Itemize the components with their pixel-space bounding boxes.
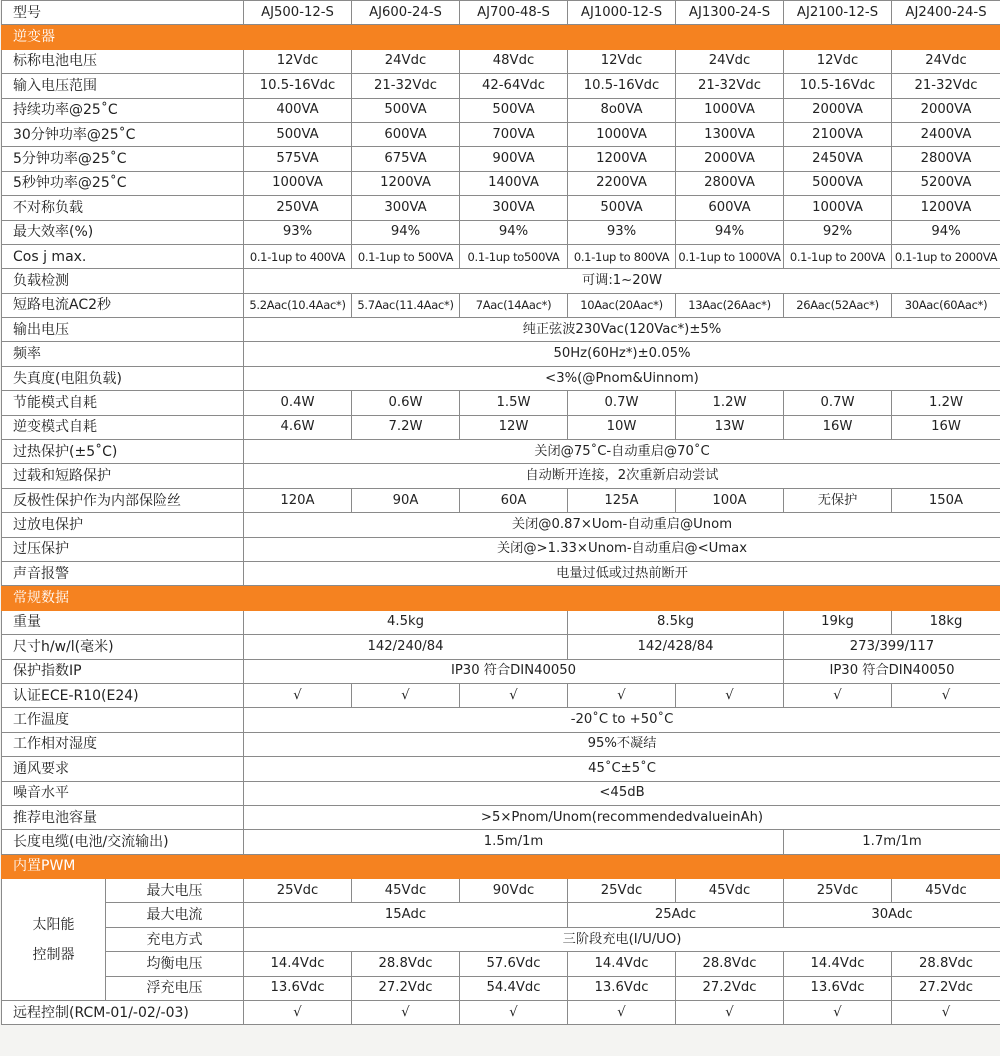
table-cell: 10.5-16Vdc <box>568 74 676 98</box>
table-cell: 42-64Vdc <box>460 74 568 98</box>
table-row <box>2 74 1000 98</box>
table-cell: 1000VA <box>784 196 892 220</box>
row-label: 短路电流AC2秒 <box>2 293 244 317</box>
row-label: 均衡电压 <box>106 952 244 976</box>
table-cell: 16W <box>784 415 892 439</box>
table-cell: 1.7m/1m <box>784 830 1000 854</box>
row-label: 过放电保护 <box>2 513 244 537</box>
section-title: 内置PWM <box>2 854 1000 878</box>
table-cell: 0.7W <box>568 391 676 415</box>
table-row <box>2 1001 1000 1025</box>
table-row <box>2 196 1000 220</box>
section-header <box>2 25 1000 49</box>
table-cell: 27.2Vdc <box>892 976 1000 1000</box>
table-cell: 8.5kg <box>568 610 784 634</box>
model-header: AJ500-12-S <box>244 1 352 25</box>
table-cell: IP30 符合DIN40050 <box>784 659 1000 683</box>
table-cell: 1.5W <box>460 391 568 415</box>
table-cell: 7Aac(14Aac*) <box>460 293 568 317</box>
table-cell: 250VA <box>244 196 352 220</box>
row-label: 型号 <box>2 1 244 25</box>
table-cell: 45Vdc <box>352 879 460 903</box>
table-row <box>2 757 1000 781</box>
table-cell: 1.2W <box>892 391 1000 415</box>
section-title: 逆变器 <box>2 25 1000 49</box>
row-label: 5秒钟功率@25˚C <box>2 171 244 195</box>
row-label: 频率 <box>2 342 244 366</box>
table-cell: 142/428/84 <box>568 635 784 659</box>
table-cell: 0.4W <box>244 391 352 415</box>
row-label: 保护指数IP <box>2 659 244 683</box>
row-label: 声音报警 <box>2 561 244 585</box>
table-cell: 13.6Vdc <box>244 976 352 1000</box>
table-row <box>2 342 1000 366</box>
table-row <box>2 293 1000 317</box>
table-cell: 142/240/84 <box>244 635 568 659</box>
table-row <box>2 318 1000 342</box>
table-cell: 0.6W <box>352 391 460 415</box>
table-cell: 1.5m/1m <box>244 830 784 854</box>
table-row <box>2 269 1000 293</box>
table-row <box>2 220 1000 244</box>
table-cell: 25Vdc <box>244 879 352 903</box>
table-cell: 120A <box>244 488 352 512</box>
table-row <box>2 98 1000 122</box>
row-label: 长度电缆(电池/交流输出) <box>2 830 244 854</box>
section-header <box>2 854 1000 878</box>
table-cell: 10.5-16Vdc <box>244 74 352 98</box>
row-label: 通风要求 <box>2 757 244 781</box>
check-mark: √ <box>784 1001 892 1025</box>
table-cell: 12Vdc <box>244 49 352 73</box>
row-label: 认证ECE-R10(E24) <box>2 683 244 707</box>
table-cell: 13Aac(26Aac*) <box>676 293 784 317</box>
table-cell: 13.6Vdc <box>568 976 676 1000</box>
table-cell: 12Vdc <box>784 49 892 73</box>
check-mark: √ <box>568 1001 676 1025</box>
table-cell: 2000VA <box>892 98 1000 122</box>
table-cell: 19kg <box>784 610 892 634</box>
section-header <box>2 586 1000 610</box>
table-cell: 8o0VA <box>568 98 676 122</box>
table-cell: 1000VA <box>568 122 676 146</box>
table-cell: 57.6Vdc <box>460 952 568 976</box>
table-cell: 90Vdc <box>460 879 568 903</box>
row-label: 推荐电池容量 <box>2 805 244 829</box>
row-label: 30分钟功率@25˚C <box>2 122 244 146</box>
table-cell: 1400VA <box>460 171 568 195</box>
table-cell: 0.1-1up to 500VA <box>352 244 460 268</box>
table-cell: 关闭@0.87×Uom-自动重启@Unom <box>244 513 1000 537</box>
table-row <box>2 513 1000 537</box>
table-cell: 30Aac(60Aac*) <box>892 293 1000 317</box>
table-cell: <3%(@Pnom&Uinnom) <box>244 366 1000 390</box>
table-cell: 600VA <box>352 122 460 146</box>
table-row <box>2 927 1000 951</box>
table-cell: 7.2W <box>352 415 460 439</box>
spec-table <box>1 0 1000 1025</box>
table-cell: 14.4Vdc <box>244 952 352 976</box>
table-cell: 54.4Vdc <box>460 976 568 1000</box>
table-cell: 575VA <box>244 147 352 171</box>
row-label: 尺寸h/w/l(毫米) <box>2 635 244 659</box>
row-label: 最大电压 <box>106 879 244 903</box>
table-cell: 50Hz(60Hz*)±0.05% <box>244 342 1000 366</box>
check-mark: √ <box>352 683 460 707</box>
row-label: 最大电流 <box>106 903 244 927</box>
table-cell: 95%不凝结 <box>244 732 1000 756</box>
model-header: AJ1000-12-S <box>568 1 676 25</box>
table-cell: 电量过低或过热前断开 <box>244 561 1000 585</box>
row-label: 工作温度 <box>2 708 244 732</box>
table-cell: 2400VA <box>892 122 1000 146</box>
table-row <box>2 49 1000 73</box>
check-mark: √ <box>568 683 676 707</box>
table-cell: 关闭@75˚C-自动重启@70˚C <box>244 440 1000 464</box>
table-row <box>2 122 1000 146</box>
table-row <box>2 391 1000 415</box>
table-cell: 94% <box>892 220 1000 244</box>
table-cell: 24Vdc <box>352 49 460 73</box>
table-cell: 1000VA <box>676 98 784 122</box>
check-mark: √ <box>784 683 892 707</box>
table-row <box>2 366 1000 390</box>
model-header: AJ2400-24-S <box>892 1 1000 25</box>
table-row <box>2 415 1000 439</box>
table-cell: 1200VA <box>352 171 460 195</box>
table-row <box>2 488 1000 512</box>
table-cell: 400VA <box>244 98 352 122</box>
table-cell: 0.7W <box>784 391 892 415</box>
table-cell: 13.6Vdc <box>784 976 892 1000</box>
row-label: 过热保护(±5˚C) <box>2 440 244 464</box>
row-label: 过载和短路保护 <box>2 464 244 488</box>
table-cell: 500VA <box>244 122 352 146</box>
table-row <box>2 976 1000 1000</box>
table-cell: 27.2Vdc <box>352 976 460 1000</box>
table-cell: 48Vdc <box>460 49 568 73</box>
table-cell: 90A <box>352 488 460 512</box>
table-row <box>2 659 1000 683</box>
row-label: 噪音水平 <box>2 781 244 805</box>
table-cell: -20˚C to +50˚C <box>244 708 1000 732</box>
table-cell: 2800VA <box>892 147 1000 171</box>
table-cell: 45˚C±5˚C <box>244 757 1000 781</box>
row-label: 重量 <box>2 610 244 634</box>
table-cell: 60A <box>460 488 568 512</box>
table-cell: 关闭@>1.33×Unom-自动重启@<Umax <box>244 537 1000 561</box>
table-cell: 300VA <box>460 196 568 220</box>
table-cell: 0.1-1up to 800VA <box>568 244 676 268</box>
table-cell: 1200VA <box>568 147 676 171</box>
row-label: 逆变模式自耗 <box>2 415 244 439</box>
table-cell: 10W <box>568 415 676 439</box>
model-header: AJ700-48-S <box>460 1 568 25</box>
table-row <box>2 879 1000 903</box>
table-cell: 25Vdc <box>568 879 676 903</box>
check-mark: √ <box>244 1001 352 1025</box>
table-row <box>2 537 1000 561</box>
row-label: 充电方式 <box>106 927 244 951</box>
row-label: 5分钟功率@25˚C <box>2 147 244 171</box>
table-cell: 300VA <box>352 196 460 220</box>
table-cell: 14.4Vdc <box>568 952 676 976</box>
section-title: 常规数据 <box>2 586 1000 610</box>
check-mark: √ <box>460 683 568 707</box>
table-cell: 500VA <box>568 196 676 220</box>
table-cell: 25Vdc <box>784 879 892 903</box>
table-cell: 28.8Vdc <box>892 952 1000 976</box>
table-row <box>2 708 1000 732</box>
table-cell: 2100VA <box>784 122 892 146</box>
table-row <box>2 244 1000 268</box>
table-cell: >5×Pnom/Unom(recommendedvalueinAh) <box>244 805 1000 829</box>
row-label: 远程控制(RCM-01/-02/-03) <box>2 1001 244 1025</box>
table-cell: 2200VA <box>568 171 676 195</box>
check-mark: √ <box>676 1001 784 1025</box>
table-cell: 13W <box>676 415 784 439</box>
table-cell: 600VA <box>676 196 784 220</box>
table-cell: 纯正弦波230Vac(120Vac*)±5% <box>244 318 1000 342</box>
table-row <box>2 171 1000 195</box>
table-cell: 273/399/117 <box>784 635 1000 659</box>
table-cell: 15Adc <box>244 903 568 927</box>
table-row <box>2 440 1000 464</box>
table-cell: 4.5kg <box>244 610 568 634</box>
table-cell: 5.7Aac(11.4Aac*) <box>352 293 460 317</box>
table-row <box>2 635 1000 659</box>
row-label: 标称电池电压 <box>2 49 244 73</box>
table-cell: 27.2Vdc <box>676 976 784 1000</box>
table-cell: 900VA <box>460 147 568 171</box>
row-label: 持续功率@25˚C <box>2 98 244 122</box>
row-label: 反极性保护作为内部保险丝 <box>2 488 244 512</box>
table-cell: 500VA <box>460 98 568 122</box>
table-cell: 2000VA <box>676 147 784 171</box>
row-label: 节能模式自耗 <box>2 391 244 415</box>
model-header: AJ1300-24-S <box>676 1 784 25</box>
row-label: 负载检测 <box>2 269 244 293</box>
check-mark: √ <box>244 683 352 707</box>
table-row <box>2 781 1000 805</box>
table-cell: 28.8Vdc <box>676 952 784 976</box>
table-cell: 4.6W <box>244 415 352 439</box>
table-cell: 0.1-1up to 2000VA <box>892 244 1000 268</box>
table-cell: 500VA <box>352 98 460 122</box>
row-label: 失真度(电阻负载) <box>2 366 244 390</box>
table-cell: 1300VA <box>676 122 784 146</box>
model-header: AJ600-24-S <box>352 1 460 25</box>
table-cell: 675VA <box>352 147 460 171</box>
row-label: Cos j max. <box>2 244 244 268</box>
table-cell: 5200VA <box>892 171 1000 195</box>
check-mark: √ <box>892 683 1000 707</box>
table-row <box>2 830 1000 854</box>
table-cell: 5000VA <box>784 171 892 195</box>
table-cell: 2450VA <box>784 147 892 171</box>
table-cell: 93% <box>244 220 352 244</box>
table-cell: 93% <box>568 220 676 244</box>
table-cell: 25Adc <box>568 903 784 927</box>
table-cell: 1.2W <box>676 391 784 415</box>
table-cell: 12W <box>460 415 568 439</box>
header-row <box>2 1 1000 25</box>
table-cell: 0.1-1up to 1000VA <box>676 244 784 268</box>
table-cell: 自动断开连接，2次重新启动尝试 <box>244 464 1000 488</box>
check-mark: √ <box>676 683 784 707</box>
table-cell: 26Aac(52Aac*) <box>784 293 892 317</box>
table-row <box>2 683 1000 707</box>
table-cell: 10Aac(20Aac*) <box>568 293 676 317</box>
table-cell: 21-32Vdc <box>892 74 1000 98</box>
table-cell: 三阶段充电(I/U/UO) <box>244 927 1000 951</box>
table-cell: 45Vdc <box>892 879 1000 903</box>
model-header: AJ2100-12-S <box>784 1 892 25</box>
table-cell: 16W <box>892 415 1000 439</box>
table-cell: 24Vdc <box>892 49 1000 73</box>
table-cell: 125A <box>568 488 676 512</box>
table-cell: 94% <box>460 220 568 244</box>
table-row <box>2 561 1000 585</box>
table-row <box>2 147 1000 171</box>
row-label: 工作相对湿度 <box>2 732 244 756</box>
table-cell: 2800VA <box>676 171 784 195</box>
table-cell: 0.1-1up to 400VA <box>244 244 352 268</box>
table-cell: 45Vdc <box>676 879 784 903</box>
table-cell: 18kg <box>892 610 1000 634</box>
table-cell: 700VA <box>460 122 568 146</box>
table-cell: 100A <box>676 488 784 512</box>
table-cell: 1000VA <box>244 171 352 195</box>
table-cell: <45dB <box>244 781 1000 805</box>
row-label: 过压保护 <box>2 537 244 561</box>
check-mark: √ <box>460 1001 568 1025</box>
table-row <box>2 732 1000 756</box>
table-row <box>2 464 1000 488</box>
table-cell: 1200VA <box>892 196 1000 220</box>
table-cell: 24Vdc <box>676 49 784 73</box>
table-cell: 94% <box>352 220 460 244</box>
table-row <box>2 952 1000 976</box>
check-mark: √ <box>892 1001 1000 1025</box>
table-cell: 14.4Vdc <box>784 952 892 976</box>
table-cell: 0.1-1up to 200VA <box>784 244 892 268</box>
table-row <box>2 903 1000 927</box>
table-cell: 0.1-1up to500VA <box>460 244 568 268</box>
table-row <box>2 610 1000 634</box>
table-cell: 94% <box>676 220 784 244</box>
row-label: 输出电压 <box>2 318 244 342</box>
check-mark: √ <box>352 1001 460 1025</box>
table-cell: 21-32Vdc <box>352 74 460 98</box>
table-cell: 10.5-16Vdc <box>784 74 892 98</box>
table-cell: 92% <box>784 220 892 244</box>
table-cell: IP30 符合DIN40050 <box>244 659 784 683</box>
row-label: 不对称负载 <box>2 196 244 220</box>
table-cell: 30Adc <box>784 903 1000 927</box>
table-row <box>2 805 1000 829</box>
table-cell: 21-32Vdc <box>676 74 784 98</box>
row-label: 最大效率(%) <box>2 220 244 244</box>
row-label: 输入电压范围 <box>2 74 244 98</box>
group-label: 太阳能 控制器 <box>2 879 106 1001</box>
table-cell: 2000VA <box>784 98 892 122</box>
table-cell: 28.8Vdc <box>352 952 460 976</box>
table-cell: 无保护 <box>784 488 892 512</box>
table-cell: 150A <box>892 488 1000 512</box>
table-cell: 12Vdc <box>568 49 676 73</box>
row-label: 浮充电压 <box>106 976 244 1000</box>
table-cell: 可调:1~20W <box>244 269 1000 293</box>
table-cell: 5.2Aac(10.4Aac*) <box>244 293 352 317</box>
